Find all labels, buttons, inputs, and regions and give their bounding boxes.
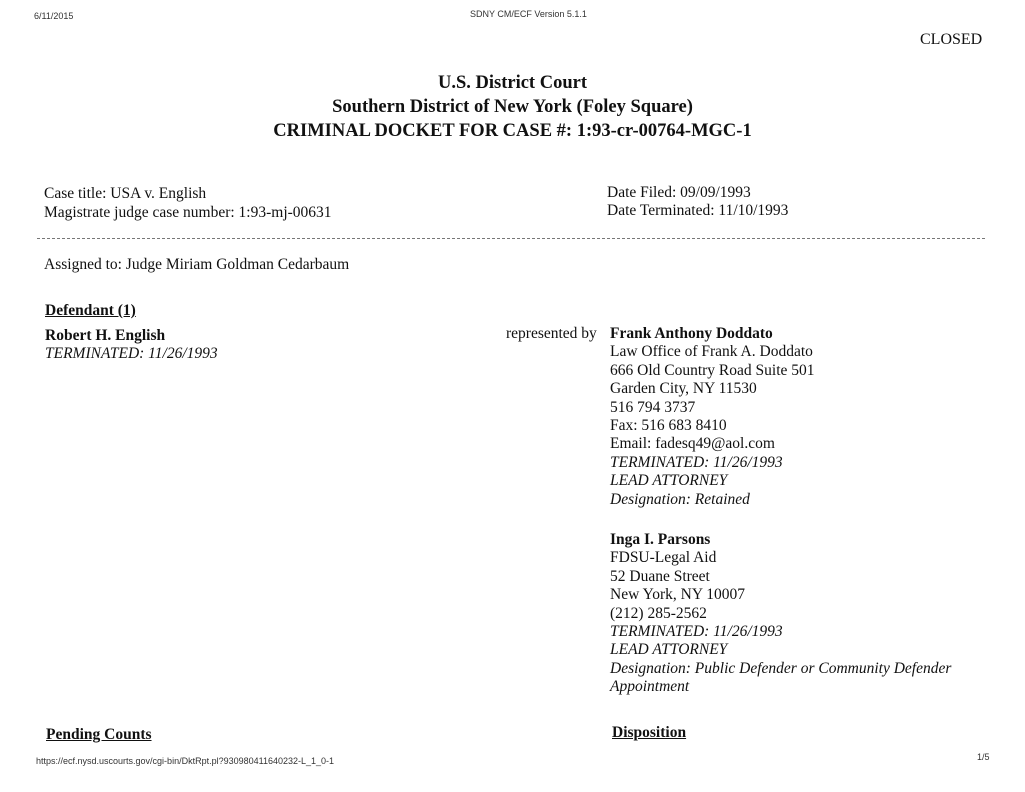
attorney-designation: Designation: Public Defender or Community Defender: [610, 659, 952, 677]
attorney-terminated: TERMINATED: 11/26/1993: [610, 453, 783, 471]
disposition-heading: Disposition: [612, 724, 687, 741]
attorney-address: 52 Duane Street: [610, 567, 710, 585]
attorney-firm: FDSU-Legal Aid: [610, 549, 717, 567]
docket-number: CRIMINAL DOCKET FOR CASE #: 1:93-cr-00764-MGC-1: [273, 121, 752, 141]
system-version: SDNY CM/ECF Version 5.1.1: [470, 9, 587, 19]
attorney-name: Frank Anthony Doddato: [610, 325, 773, 342]
attorney-lead: LEAD ATTORNEY: [610, 472, 728, 490]
print-date: 6/11/2015: [34, 11, 74, 21]
attorney-designation: Designation: Retained: [610, 490, 750, 508]
district-name: Southern District of New York (Foley Square): [332, 97, 693, 117]
assigned-judge: Assigned to: Judge Miriam Goldman Cedarbaum: [44, 256, 350, 273]
represented-by-label: represented by: [506, 325, 597, 342]
defendant-name: Robert H. English: [45, 327, 166, 344]
attorney-email: Email: fadesq49@aol.com: [610, 435, 775, 453]
court-name: U.S. District Court: [437, 73, 587, 93]
attorney-designation-cont: Appointment: [610, 678, 690, 696]
magistrate-case-number: Magistrate judge case number: 1:93-mj-00631: [44, 204, 332, 221]
page-number: 1/5: [977, 752, 990, 762]
date-filed: Date Filed: 09/09/1993: [607, 184, 751, 201]
attorney-name: Inga I. Parsons: [610, 531, 711, 548]
attorney-parsons: [610, 531, 951, 697]
docket-title-block: [0, 71, 1025, 143]
attorney-city: New York, NY 10007: [610, 586, 746, 604]
attorney-phone: 516 794 3737: [610, 398, 696, 416]
case-title: Case title: USA v. English: [44, 185, 207, 202]
attorney-firm: Law Office of Frank A. Doddato: [610, 343, 813, 361]
attorney-doddato: [610, 325, 815, 509]
page-url: https://ecf.nysd.uscourts.gov/cgi-bin/DktRpt.pl?930980411640232-L_1_0-1: [36, 756, 335, 766]
case-status-closed: CLOSED: [920, 31, 983, 48]
attorney-phone: (212) 285-2562: [610, 604, 707, 622]
defendant-status: TERMINATED: 11/26/1993: [45, 345, 218, 362]
attorney-fax: Fax: 516 683 8410: [610, 417, 727, 435]
attorney-terminated: TERMINATED: 11/26/1993: [610, 623, 783, 641]
date-terminated: Date Terminated: 11/10/1993: [607, 202, 789, 219]
attorney-address: 666 Old Country Road Suite 501: [610, 361, 815, 379]
attorney-lead: LEAD ATTORNEY: [610, 641, 728, 659]
section-divider: [37, 238, 985, 239]
pending-counts-heading: Pending Counts: [46, 726, 152, 743]
attorney-city: Garden City, NY 11530: [610, 380, 757, 398]
defendant-heading: Defendant (1): [45, 302, 136, 319]
